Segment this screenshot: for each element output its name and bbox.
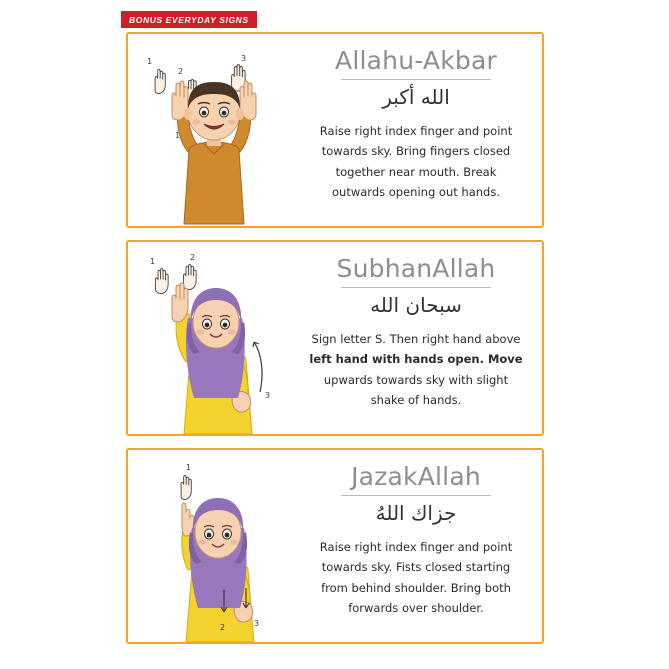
sign-card [126, 240, 544, 436]
hand-number-2: 2 [178, 67, 184, 76]
girl-figure [172, 283, 252, 434]
sign-text-jazakallah [300, 450, 542, 642]
sign-text-subhanallah [300, 242, 542, 434]
illustration-subhanallah [128, 242, 300, 434]
desc-part-bold: left hand with hands open. Move [309, 352, 523, 367]
sign-description: Raise right index finger and point towards sky. Fists closed starting from behind shoulder. Bring both forwards over shoulder. [319, 540, 513, 615]
title-divider [341, 495, 491, 496]
sign-title: SubhanAllah [336, 254, 496, 283]
boy-figure [172, 81, 256, 224]
sign-arabic: سبحان الله [370, 293, 462, 318]
bonus-banner: BONUS EVERYDAY SIGNS [121, 11, 257, 28]
girl-pointing-illustration [128, 450, 300, 642]
sign-arabic: جزاك اللهُ [375, 501, 457, 526]
girl-figure [182, 498, 254, 642]
desc-part: Sign letter S. Then right hand above [311, 332, 521, 347]
sign-title: JazakAllah [351, 462, 481, 491]
hand-number-1: 1 [186, 463, 192, 472]
hand-number-1: 1 [150, 257, 156, 266]
pose-number-1: 1 [175, 131, 181, 140]
sign-card [126, 448, 544, 644]
illustration-allahu-akbar [128, 34, 300, 226]
desc-part: upwards towards sky with slight shake of hands. [323, 372, 509, 407]
sign-text-allahu-akbar [300, 34, 542, 226]
boy-illustration [128, 34, 300, 226]
motion-arrow [253, 342, 262, 392]
hand-number-1: 1 [147, 57, 153, 66]
hand-number-3: 3 [241, 54, 247, 63]
title-divider [341, 287, 491, 288]
sign-arabic: الله أكبر [382, 85, 450, 110]
hand-number-2: 2 [190, 253, 196, 262]
hand-number-3: 3 [265, 391, 271, 400]
girl-illustration [128, 242, 300, 434]
hand-number-3: 3 [254, 619, 260, 628]
sign-description [309, 329, 524, 410]
illustration-jazakallah [128, 450, 300, 642]
sign-title: Allahu-Akbar [335, 46, 497, 75]
sign-card [126, 32, 544, 228]
hand-number-2: 2 [220, 623, 226, 632]
sign-card-list [126, 32, 544, 656]
sign-description: Raise right index finger and point towards sky. Bring fingers closed together near mouth. Break outwards opening out hands. [319, 124, 513, 199]
title-divider [341, 79, 491, 80]
